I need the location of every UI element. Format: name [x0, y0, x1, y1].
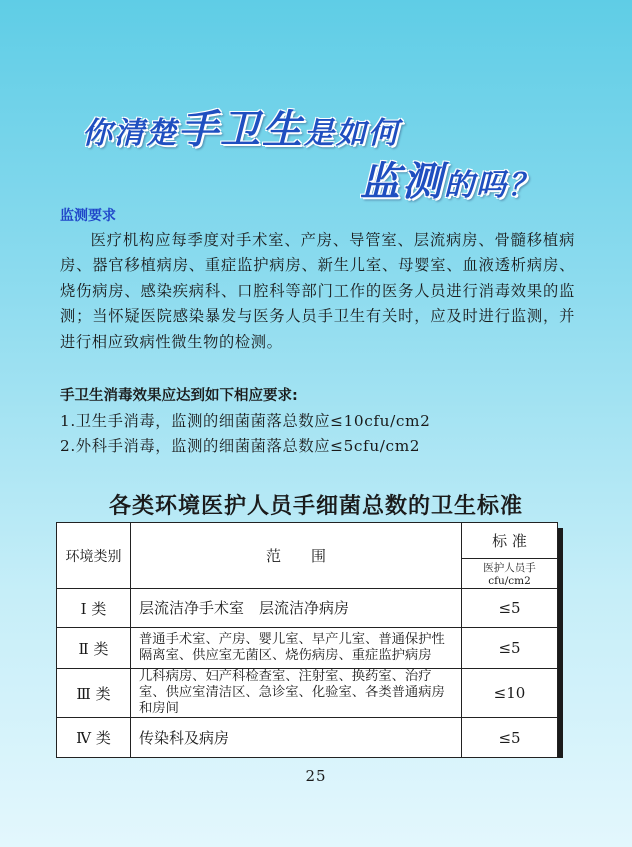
- row-category: Ⅰ 类: [57, 589, 131, 628]
- section-heading: 监测要求: [60, 208, 116, 224]
- title-segment: 你清楚: [82, 116, 178, 151]
- table-title: 各类环境医护人员手细菌总数的卫生标准: [108, 493, 523, 519]
- table-header-row: [57, 523, 558, 559]
- table-row: [57, 628, 558, 669]
- requirements-heading: 手卫生消毒效果应达到如下相应要求:: [60, 388, 298, 404]
- body-paragraph: 医疗机构应每季度对手术室、产房、导管室、层流病房、骨髓移植病房、器官移植病房、重症监护病房、新生儿室、母婴室、血液透析病房、烧伤病房、感染疾病科、口腔科等部门工作的医务人员进行消毒效果的监测；当怀疑医院感染暴发与医务人员手卫生有关时，应及时进行监测，并进行相应致病性微生物的检测。: [60, 231, 575, 351]
- row-range: 儿科病房、妇产科检查室、注射室、换药室、治疗室、供应室清洁区、急诊室、化验室、各类普通病房和房间: [131, 669, 462, 718]
- row-value: ≤10: [462, 669, 558, 718]
- row-range: 传染科及病房: [131, 718, 462, 758]
- requirements-list: [60, 409, 430, 459]
- title-segment-emphasis: 监测: [360, 159, 444, 205]
- row-category: Ⅳ 类: [57, 718, 131, 758]
- table-row: [57, 669, 558, 718]
- table-row: [57, 589, 558, 628]
- title-segment-emphasis: 手卫生: [178, 107, 304, 153]
- page-title-line-2: [360, 150, 540, 207]
- page-title-line-1: [82, 98, 400, 155]
- title-segment: 的吗？: [444, 168, 540, 203]
- header-range: 范 围: [131, 523, 462, 589]
- row-range: 普通手术室、产房、婴儿室、早产儿室、普通保护性隔离室、供应室无菌区、烧伤病房、重症监护病房: [131, 628, 462, 669]
- standards-table: [56, 522, 558, 758]
- row-value: ≤5: [462, 718, 558, 758]
- standards-table-container: [56, 522, 557, 752]
- page-number: 25: [305, 767, 327, 785]
- header-standard-sub: 医护人员手cfu/cm2: [462, 559, 558, 589]
- row-category: Ⅲ 类: [57, 669, 131, 718]
- requirement-item: 2.外科手消毒，监测的细菌菌落总数应≤5cfu/cm2: [60, 437, 421, 455]
- table-row: [57, 718, 558, 758]
- row-range: 层流洁净手术室 层流洁净病房: [131, 589, 462, 628]
- row-value: ≤5: [462, 628, 558, 669]
- row-category: Ⅱ 类: [57, 628, 131, 669]
- requirement-item: 1.卫生手消毒，监测的细菌菌落总数应≤10cfu/cm2: [60, 412, 431, 430]
- title-segment: 是如何: [304, 116, 400, 151]
- header-category: 环境类别: [57, 523, 131, 589]
- header-standard: 标 准: [462, 523, 558, 559]
- row-value: ≤5: [462, 589, 558, 628]
